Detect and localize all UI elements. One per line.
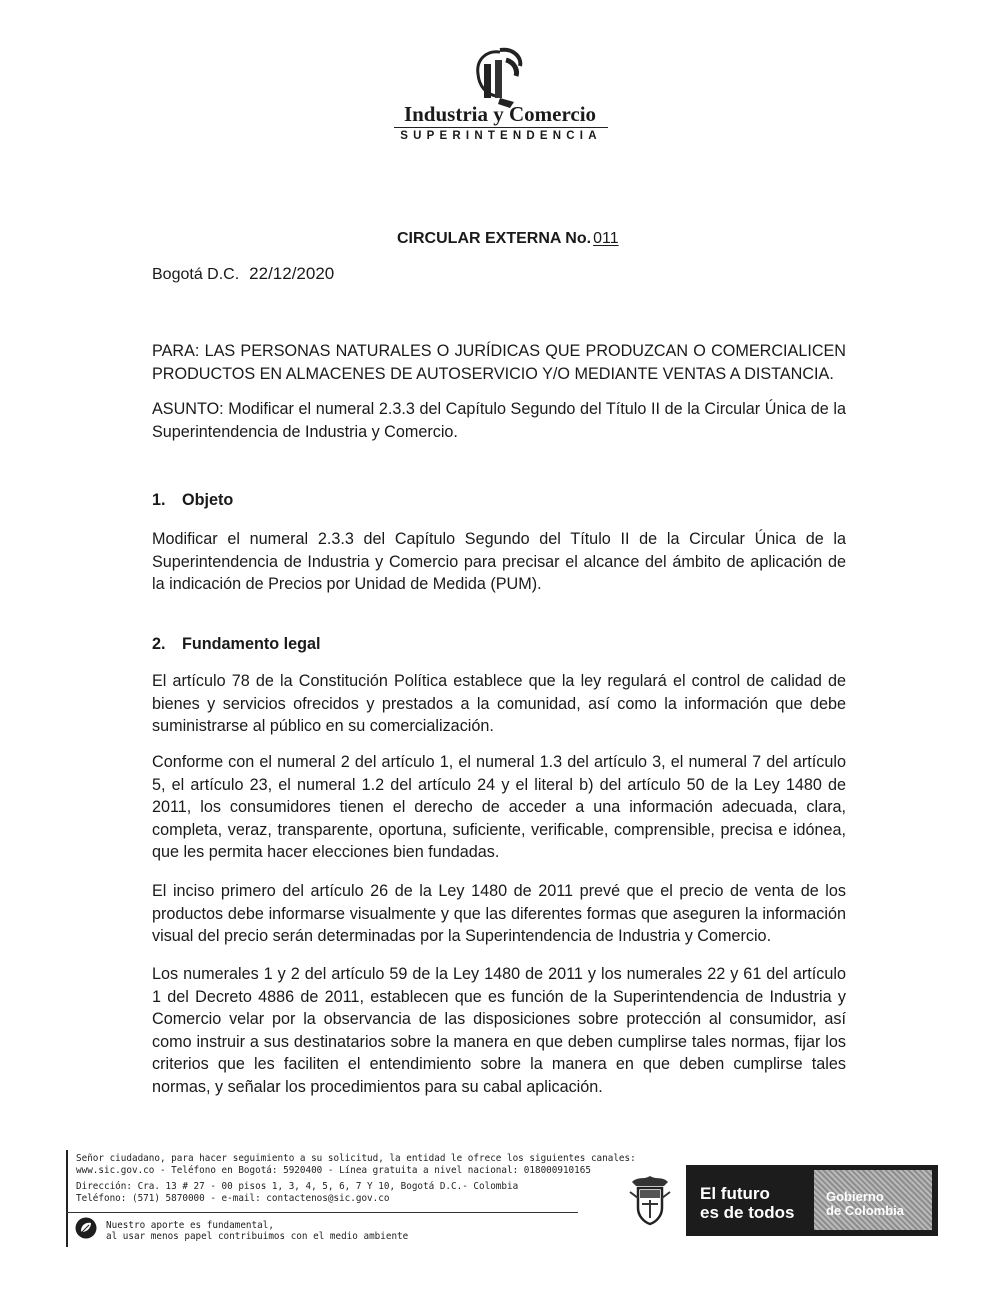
footer-line: Señor ciudadano, para hacer seguimiento a su solicitud, la entidad le ofrece los siguientes canales: [76, 1153, 636, 1164]
org-subtitle: SUPERINTENDENCIA [400, 130, 602, 142]
logo-divider [394, 127, 608, 128]
footer-line: Dirección: Cra. 13 # 27 - 00 pisos 1, 3, 4, 5, 6, 7 Y 10, Bogotá D.C.- Colombia [76, 1181, 519, 1192]
section-paragraph: Los numerales 1 y 2 del artículo 59 de la Ley 1480 de 2011 y los numerales 22 y 61 del artículo 1 del Decreto 4886 de 2011, establecen que es función de la Superintendencia de Industria y Comercio velar por la observancia de las disposiciones sobre protección al consumidor, así como instruir a sus destinatarios sobre la manera en que deben cumplirse tales normas, fijar los criterios que les faciliten el entendimiento sobre la manera en que deben cumplirse tales normas, y señalar los procedimientos para su cabal aplicación. [152, 965, 846, 1096]
asunto: ASUNTO: Modificar el numeral 2.3.3 del Capítulo Segundo del Título II de la Circular Única de la Superintendencia de Industria y Comercio. [152, 400, 846, 441]
slogan-text [700, 1184, 794, 1222]
section-heading [152, 491, 233, 510]
section-paragraph: El artículo 78 de la Constitución Política establece que la ley regulará el control de calidad de bienes y servicios ofrecidos y prestados a la comunidad, así como la información que debe suministrarse al público en su comercialización. [152, 672, 846, 735]
eco-line: Nuestro aporte es fundamental, [106, 1220, 274, 1231]
date: 22/12/2020 [249, 264, 335, 283]
leaf-icon [75, 1217, 97, 1239]
eco-message [106, 1220, 408, 1242]
slogan-line: es de todos [700, 1203, 795, 1222]
section-title: Fundamento legal [182, 635, 321, 653]
location-date [152, 264, 334, 284]
footer-divider [66, 1212, 578, 1213]
sic-logo-icon [470, 46, 526, 108]
circular-label: CIRCULAR EXTERNA No. [397, 230, 592, 247]
footer-line: www.sic.gov.co - Teléfono en Bogotá: 5920400 - Línea gratuita a nivel nacional: 018000910165 [76, 1165, 591, 1176]
section-paragraph: El inciso primero del artículo 26 de la Ley 1480 de 2011 prevé que el precio de venta de los productos debe informarse visualmente y que las diferentes formas que aseguren la información visual del precio serán determinadas por la Superintendencia de Industria y Comercio. [152, 882, 846, 945]
section-paragraph: Modificar el numeral 2.3.3 del Capítulo Segundo del Título II de la Circular Única de la Superintendencia de Industria y Comercio para precisar el alcance del ámbito de aplicación de la indicación de Precios por Unidad de Medida (PUM). [152, 530, 846, 593]
colombia-coat-of-arms-icon [628, 1172, 672, 1228]
gobierno-line: de Colombia [826, 1203, 905, 1218]
footer-line: Teléfono: (571) 5870000 - e-mail: contactenos@sic.gov.co [76, 1193, 390, 1204]
section-number: 1. [152, 491, 166, 509]
eco-line: al usar menos papel contribuimos con el medio ambiente [106, 1231, 409, 1242]
gobierno-line: Gobierno [826, 1189, 884, 1204]
para-recipients: PARA: LAS PERSONAS NATURALES O JURÍDICAS QUE PRODUZCAN O COMERCIALICEN PRODUCTOS EN ALMACENES DE AUTOSERVICIO Y/O MEDIANTE VENTAS A DISTANCIA. [152, 342, 846, 383]
section-number: 2. [152, 635, 166, 653]
slogan-line: El futuro [700, 1184, 770, 1203]
gobierno-text [826, 1190, 904, 1218]
section-heading [152, 635, 321, 654]
city: Bogotá D.C. [152, 266, 240, 283]
footer-bar [66, 1150, 68, 1247]
circular-number: 011 [593, 230, 619, 247]
section-title: Objeto [182, 491, 234, 509]
circular-title [397, 230, 619, 248]
section-paragraph: Conforme con el numeral 2 del artículo 1, el numeral 1.3 del artículo 3, el numeral 7 del artículo 5, el artículo 23, el numeral 1.2 del artículo 24 y el literal b) del artículo 50 de la Ley 1480 de 2011, los consumidores tienen el derecho de acceder a una información adecuada, clara, completa, veraz, transparente, oportuna, suficiente, verificable, comprensible, precisa e idónea, que les permita hacer elecciones bien fundadas. [152, 753, 846, 861]
org-title: Industria y Comercio [403, 102, 597, 126]
